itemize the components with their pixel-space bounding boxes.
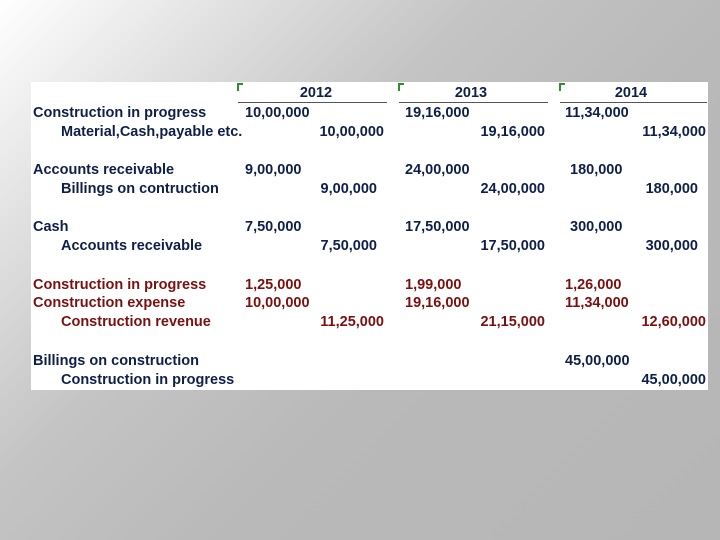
entry1-2013-credit: 19,16,000 (480, 124, 545, 140)
entry1-credit-account: Material,Cash,payable etc. (61, 124, 243, 140)
entry3-debit-account: Cash (33, 219, 69, 235)
entry1-2012-debit: 10,00,000 (245, 105, 310, 121)
entry2-2014-debit: 180,000 (570, 162, 623, 178)
entry3-2012-debit: 7,50,000 (245, 219, 302, 235)
entry2-2013-credit: 24,00,000 (480, 181, 545, 197)
entry2-credit-account: Billings on contruction (61, 181, 219, 197)
entry1-2013-debit: 19,16,000 (405, 105, 470, 121)
entry4-credit-account: Construction revenue (61, 314, 211, 330)
entry4-debit-account-2: Construction expense (33, 295, 186, 311)
entry4-2014-debit-1: 1,26,000 (565, 277, 622, 293)
entry2-2012-debit: 9,00,000 (245, 162, 302, 178)
entry3-credit-account: Accounts receivable (61, 238, 203, 254)
header-underline (399, 102, 548, 103)
entry3-2014-credit: 300,000 (645, 238, 698, 254)
entry1-2014-credit: 11,34,000 (642, 124, 706, 140)
entry4-2012-debit-2: 10,00,000 (245, 295, 310, 311)
header-2014: 2014 (614, 85, 648, 101)
entry2-debit-account: Accounts receivable (33, 162, 175, 178)
entry5-debit-account: Billings on construction (33, 353, 199, 369)
entry1-2012-credit: 10,00,000 (319, 124, 384, 140)
entry5-2014-credit: 45,00,000 (641, 372, 706, 388)
entry4-2013-debit-1: 1,99,000 (405, 277, 462, 293)
entry3-2012-credit: 7,50,000 (320, 238, 377, 254)
entry1-2014-debit: 11,34,000 (565, 105, 629, 121)
entry2-2012-credit: 9,00,000 (320, 181, 377, 197)
header-2012: 2012 (299, 85, 333, 101)
entry1-debit-account: Construction in progress (33, 105, 207, 121)
entry4-2014-credit: 12,60,000 (641, 314, 706, 330)
entry5-credit-account: Construction in progress (61, 372, 235, 388)
journal-entries-sheet (31, 82, 708, 390)
entry4-2014-debit-2: 11,34,000 (565, 295, 629, 311)
header-underline (238, 102, 387, 103)
entry3-2014-debit: 300,000 (570, 219, 623, 235)
entry4-2012-credit: 11,25,000 (320, 314, 384, 330)
entry4-2012-debit-1: 1,25,000 (245, 277, 302, 293)
entry4-debit-account-1: Construction in progress (33, 277, 207, 293)
entry4-2013-credit: 21,15,000 (480, 314, 545, 330)
entry3-2013-credit: 17,50,000 (480, 238, 545, 254)
entry3-2013-debit: 17,50,000 (405, 219, 470, 235)
header-2013: 2013 (454, 85, 488, 101)
entry2-2013-debit: 24,00,000 (405, 162, 470, 178)
entry4-2013-debit-2: 19,16,000 (405, 295, 470, 311)
entry5-2014-debit: 45,00,000 (565, 353, 630, 369)
entry2-2014-credit: 180,000 (645, 181, 698, 197)
header-underline (560, 102, 707, 103)
